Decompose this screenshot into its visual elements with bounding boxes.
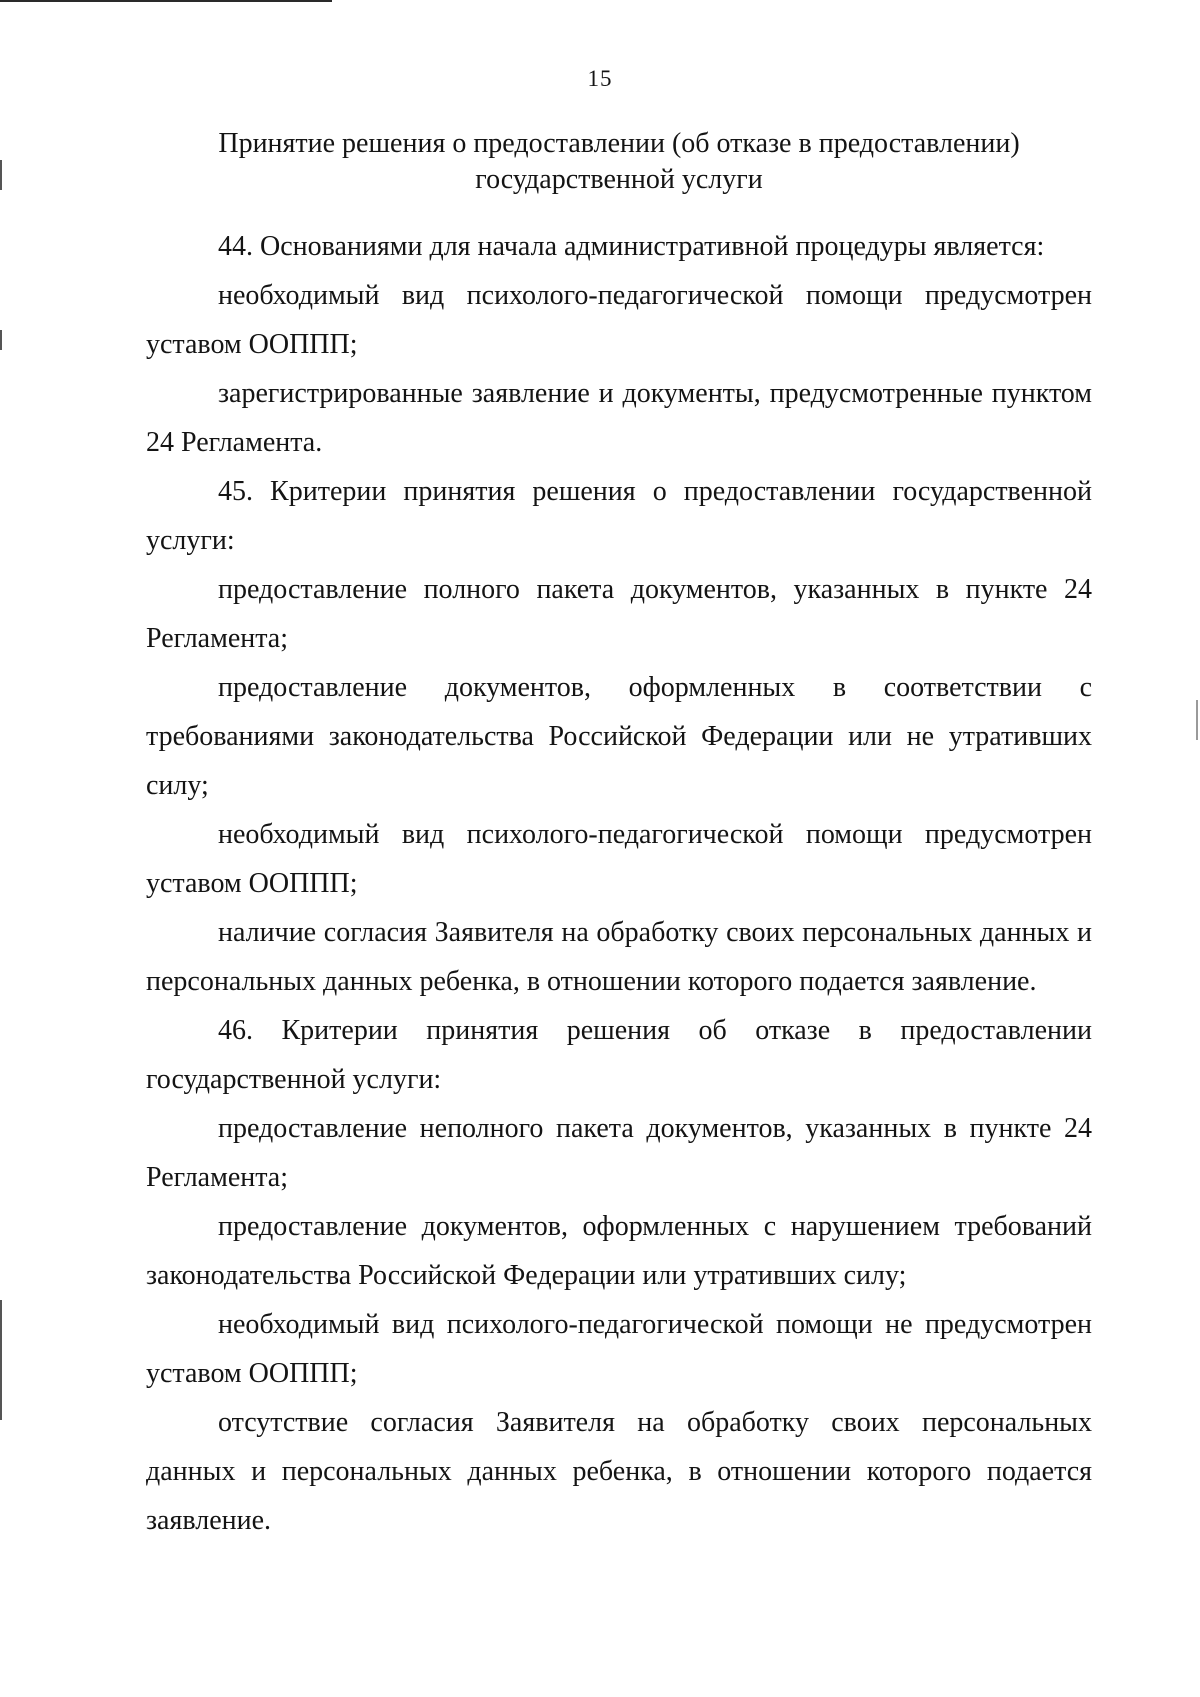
section-heading [146,126,1092,198]
paragraph-46-item-1: предоставление неполного пакета документов, указанных в пункте 24 Регламента; [146,1113,1092,1193]
heading-line-1: Принятие решения о предоставлении (об отказе в предоставлении) [218,128,1020,159]
scan-edge-right [1196,700,1198,740]
document-body [146,222,1092,1545]
paragraph-44-item-1: необходимый вид психолого-педагогической помощи предусмотрен уставом ООППП; [146,280,1092,360]
paragraph-45-item-2: предоставление документов, оформленных в соответствии с требованиями законодательства Российской Федерации или не утративших силу; [146,672,1092,801]
paragraph-44-item-2: зарегистрированные заявление и документы, предусмотренные пунктом 24 Регламента. [146,378,1092,458]
scan-edge-left [0,330,2,350]
page-number: 15 [587,66,613,91]
paragraph-45-title: 45. Критерии принятия решения о предоставлении государственной услуги: [146,476,1092,556]
scan-edge-left [0,160,2,190]
scan-edge-left [0,1300,2,1420]
paragraph-46-item-4: отсутствие согласия Заявителя на обработку своих персональных данных и персональных данных ребенка, в отношении которого подается заявление. [146,1407,1092,1536]
paragraph-46-title: 46. Критерии принятия решения об отказе в предоставлении государственной услуги: [146,1015,1092,1095]
scan-edge-top [0,0,332,2]
paragraph-45-item-4: наличие согласия Заявителя на обработку своих персональных данных и персональных данных ребенка, в отношении которого подается заявление. [146,917,1092,997]
paragraph-46-item-3: необходимый вид психолого-педагогической помощи не предусмотрен уставом ООППП; [146,1309,1092,1389]
paragraph-45-item-1: предоставление полного пакета документов, указанных в пункте 24 Регламента; [146,574,1092,654]
paragraph-45-item-3: необходимый вид психолого-педагогической помощи предусмотрен уставом ООППП; [146,819,1092,899]
paragraph-44-title: 44. Основаниями для начала административной процедуры является: [218,231,1045,262]
heading-line-2: государственной услуги [475,164,763,195]
paragraph-46-item-2: предоставление документов, оформленных с нарушением требований законодательства Российской Федерации или утративших силу; [146,1211,1092,1291]
